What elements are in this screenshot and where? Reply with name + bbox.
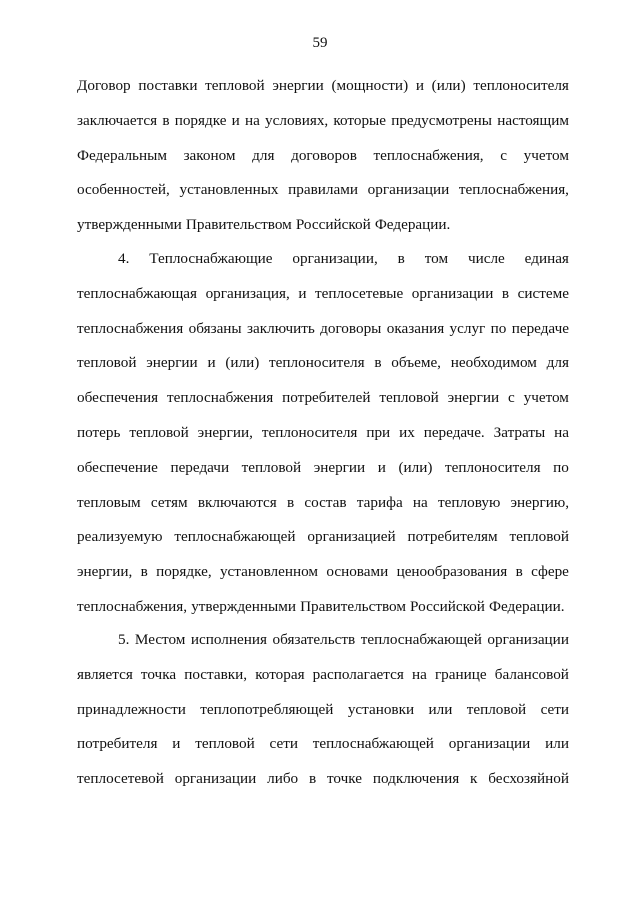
- word: теплоснабжающей: [312, 735, 434, 753]
- word: в: [374, 354, 382, 372]
- word: договоров: [291, 146, 357, 164]
- text-line: [77, 693, 569, 728]
- text-line: [77, 623, 569, 658]
- word: теплоносителя: [261, 423, 358, 441]
- word: организации: [448, 735, 531, 753]
- word: услуг: [449, 319, 486, 337]
- word: Правительством: [185, 216, 292, 234]
- word: Российской: [410, 597, 485, 615]
- text-line: [77, 416, 569, 451]
- text-line: [77, 312, 569, 347]
- word: и: [298, 284, 307, 302]
- word: Российской: [295, 216, 371, 234]
- word: теплоносителя: [445, 458, 541, 476]
- word: теплоснабжающей: [174, 528, 296, 546]
- word: или: [545, 735, 569, 753]
- paragraph-item-5: [77, 623, 569, 797]
- word: обязаны: [188, 319, 242, 337]
- word: теплосетевые: [315, 284, 404, 302]
- word: по: [490, 319, 507, 337]
- word: включаются: [197, 493, 277, 511]
- word: потребителя: [77, 735, 158, 753]
- word: поставки,: [184, 665, 248, 683]
- word: в: [397, 250, 405, 267]
- word: на: [411, 665, 427, 683]
- word: теплоснабжения: [77, 319, 184, 337]
- word: правилами: [288, 181, 358, 199]
- word: энергии: [313, 458, 366, 476]
- word: утвержденными: [77, 216, 182, 234]
- word: организацией: [307, 528, 396, 546]
- word: (или): [431, 77, 466, 94]
- word: энергии,: [197, 423, 253, 441]
- word: в: [140, 563, 148, 581]
- word: (или): [225, 354, 260, 372]
- word: точка: [140, 665, 177, 683]
- word: объеме,: [391, 354, 441, 372]
- word: настоящим: [497, 111, 569, 129]
- word: Теплоснабжающие: [149, 250, 273, 267]
- word: сфере: [531, 563, 569, 581]
- word: организации: [487, 631, 569, 648]
- word: обеспечения: [77, 389, 159, 407]
- text-line: [77, 590, 569, 625]
- word: в: [308, 770, 317, 788]
- word: учетом: [523, 146, 569, 164]
- word: порядке,: [156, 563, 212, 581]
- text-line: [77, 346, 569, 381]
- paragraph-item-4: [77, 242, 569, 625]
- text-line: [77, 69, 569, 104]
- word: на: [412, 493, 428, 511]
- word: учетом: [523, 389, 569, 407]
- word: энергии: [272, 77, 324, 94]
- text-line: [77, 520, 569, 555]
- text-line: [77, 555, 569, 590]
- word: организация,: [205, 284, 290, 302]
- word: законом: [183, 146, 236, 164]
- word: принадлежности: [77, 700, 186, 718]
- word: является: [77, 665, 133, 683]
- word: Правительством: [300, 597, 406, 615]
- text-line: [77, 486, 569, 521]
- word: тепловым: [77, 493, 141, 511]
- word: том: [424, 250, 449, 267]
- word: установки: [347, 700, 415, 718]
- word: Федеральным: [77, 146, 167, 164]
- word: порядке: [174, 111, 227, 129]
- word: тепловой: [205, 77, 265, 94]
- word: бесхозяйной: [488, 770, 569, 788]
- word: теплоснабжающей: [360, 631, 482, 648]
- word: тепловой: [77, 354, 137, 372]
- text-line: [77, 277, 569, 312]
- word: в: [515, 563, 523, 581]
- word: и: [377, 458, 386, 476]
- word: энергии: [146, 354, 198, 372]
- text-line: [77, 173, 569, 208]
- word: Договор: [77, 77, 131, 94]
- word: либо: [267, 770, 299, 788]
- word: тепловой: [241, 458, 302, 476]
- word: теплоснабжения,: [77, 597, 188, 615]
- word: заключается: [77, 111, 158, 129]
- text-line: [77, 451, 569, 486]
- word: теплоносителя: [269, 354, 365, 372]
- word: организации: [174, 770, 257, 788]
- word: передаче: [511, 319, 569, 337]
- word: необходимом: [450, 354, 537, 372]
- word: (или): [398, 458, 433, 476]
- word: оказания: [386, 319, 445, 337]
- word: и: [231, 111, 240, 129]
- word: сетям: [150, 493, 188, 511]
- word: располагается: [312, 665, 404, 683]
- page-number: 59: [312, 35, 328, 51]
- word: заключить: [247, 319, 315, 337]
- word: 5.: [118, 631, 130, 648]
- word: их: [399, 423, 415, 441]
- text-line: [77, 658, 569, 693]
- word: договоры: [320, 319, 382, 337]
- word: для: [546, 354, 569, 372]
- word: на: [244, 111, 260, 129]
- word: реализуемую: [77, 528, 163, 546]
- text-line: [77, 762, 569, 797]
- word: или: [428, 700, 453, 718]
- word: обязательств: [272, 631, 356, 648]
- word: тепловой: [195, 735, 255, 753]
- word: организации: [411, 284, 494, 302]
- word: для: [252, 146, 275, 164]
- word: сети: [269, 735, 298, 753]
- word: которая: [255, 665, 305, 683]
- word: Затраты: [493, 423, 546, 441]
- word: на: [554, 423, 569, 441]
- word: энергию,: [510, 493, 569, 511]
- word: теплоснабжения: [166, 389, 274, 407]
- word: обеспечение: [77, 458, 158, 476]
- word: тепловой: [509, 528, 569, 546]
- word: основами: [326, 563, 389, 581]
- word: тепловой: [379, 389, 439, 407]
- word: теплоснабжения,: [458, 181, 569, 199]
- word: 4.: [118, 250, 130, 267]
- word: теплопотребляющей: [200, 700, 334, 718]
- word: потребителей: [282, 389, 371, 407]
- word: единая: [524, 250, 569, 267]
- word: утвержденными: [191, 597, 296, 615]
- word: ценообразования: [396, 563, 508, 581]
- word: теплоснабжающая: [77, 284, 198, 302]
- word: передачи: [170, 458, 230, 476]
- word: тепловую: [438, 493, 501, 511]
- word: к: [470, 770, 478, 788]
- word: передаче.: [423, 423, 485, 441]
- word: с: [507, 389, 515, 407]
- word: и: [415, 77, 424, 94]
- word: которые: [333, 111, 386, 129]
- word: и: [172, 735, 181, 753]
- word: предусмотрены: [391, 111, 493, 129]
- word: по: [553, 458, 569, 476]
- word: поставки: [138, 77, 198, 94]
- word: энергии,: [77, 563, 133, 581]
- word: энергии: [447, 389, 500, 407]
- word: организации: [367, 181, 450, 199]
- word: теплоносителя: [473, 77, 569, 94]
- word: балансовой: [494, 665, 569, 683]
- word: тарифа: [356, 493, 403, 511]
- word: теплосетевой: [77, 770, 164, 788]
- paragraph-continuation: [77, 69, 569, 243]
- word: Местом: [134, 631, 186, 648]
- word: границе: [434, 665, 487, 683]
- word: Федерации.: [374, 216, 451, 234]
- word: в: [501, 284, 510, 302]
- word: в: [162, 111, 170, 129]
- word: тепловой: [466, 700, 527, 718]
- word: установленном: [219, 563, 319, 581]
- word: в: [287, 493, 295, 511]
- word: и: [207, 354, 216, 372]
- word: с: [500, 146, 507, 164]
- word: сети: [540, 700, 569, 718]
- text-line: [77, 381, 569, 416]
- word: особенностей,: [77, 181, 170, 199]
- text-line: [77, 104, 569, 139]
- word: точке: [326, 770, 362, 788]
- word: установленных: [179, 181, 279, 199]
- word: исполнения: [190, 631, 268, 648]
- text-line: [77, 208, 569, 243]
- word: теплоснабжения,: [373, 146, 484, 164]
- text-line: [77, 727, 569, 762]
- word: потребителям: [407, 528, 498, 546]
- word: организации,: [292, 250, 378, 267]
- word: потерь: [77, 423, 121, 441]
- word: состав: [304, 493, 347, 511]
- word: системе: [517, 284, 569, 302]
- word: (мощности): [331, 77, 409, 94]
- word: числе: [467, 250, 505, 267]
- word: условиях,: [265, 111, 329, 129]
- word: при: [366, 423, 391, 441]
- word: тепловой: [129, 423, 189, 441]
- word: Федерации.: [489, 597, 565, 615]
- text-line: [77, 242, 569, 277]
- word: подключения: [372, 770, 460, 788]
- text-line: [77, 139, 569, 174]
